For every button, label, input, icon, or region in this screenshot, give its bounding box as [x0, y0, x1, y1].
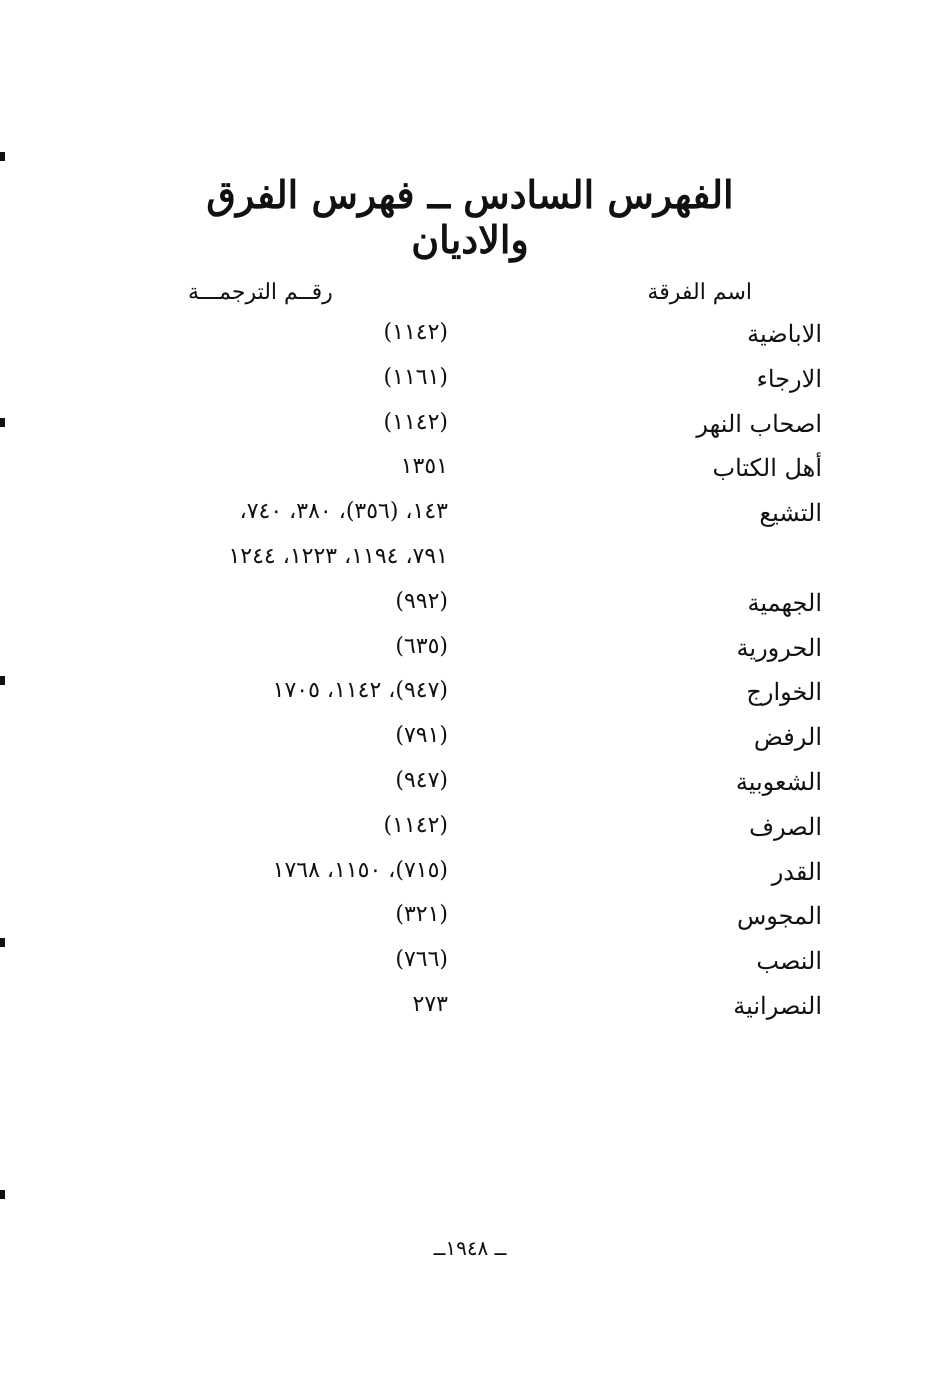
index-entry — [0, 544, 940, 588]
edge-mark — [0, 1190, 5, 1199]
entry-numbers: (٣٢١) — [395, 902, 448, 928]
entry-numbers: (١١٦١) — [383, 364, 448, 390]
edge-mark — [0, 152, 5, 161]
entry-numbers: ١٤٣، (٣٥٦)، ٣٨٠، ٧٤٠، — [239, 499, 448, 525]
sect-name: الرفض — [753, 723, 822, 752]
sect-name: التشيع — [759, 499, 822, 528]
entry-numbers: (٧٦٦) — [395, 947, 448, 973]
index-entry — [0, 320, 940, 364]
entry-numbers: (٩٤٧) — [395, 768, 448, 793]
sect-name: اصحاب النهر — [696, 409, 822, 438]
index-entry — [0, 768, 940, 812]
sect-name: أهل الكتاب — [712, 454, 822, 483]
sect-name: الارجاء — [756, 364, 822, 393]
sect-name: المجوس — [736, 902, 822, 931]
page-number: ــ ١٩٤٨ــ — [433, 1236, 507, 1260]
index-entry — [0, 589, 940, 633]
entry-numbers: ٢٧٣ — [412, 992, 448, 1017]
entry-numbers: (١١٤٢) — [383, 409, 448, 435]
index-entry — [0, 410, 940, 454]
index-entry — [0, 858, 940, 902]
sect-name: الشعوبية — [735, 768, 822, 796]
entry-numbers: ٧٩١، ١١٩٤، ١٢٢٣، ١٢٤٤ — [228, 544, 448, 569]
entry-numbers: (٩٤٧)، ١١٤٢، ١٧٠٥ — [272, 678, 448, 704]
index-entry — [0, 813, 940, 857]
sect-name: النصرانية — [733, 992, 822, 1020]
sect-name: النصب — [756, 947, 822, 976]
index-entry — [0, 365, 940, 409]
sect-name: الحرورية — [736, 633, 822, 662]
index-entry — [0, 634, 940, 678]
sect-name: القدر — [771, 857, 822, 886]
index-entry — [0, 992, 940, 1036]
entry-numbers: (١١٤٢) — [383, 812, 448, 838]
index-entry — [0, 678, 940, 722]
index-entry — [0, 902, 940, 946]
page-title: الفهرس السادس ــ فهرس الفرق والاديان — [206, 172, 734, 262]
entry-numbers: (٩٩٢) — [395, 588, 448, 614]
sect-name: الجهمية — [747, 588, 822, 617]
entry-numbers: (٧١٥)، ١١٥٠، ١٧٦٨ — [272, 857, 448, 883]
index-entry — [0, 499, 940, 543]
entry-numbers: (٦٣٥) — [395, 633, 448, 659]
index-entry — [0, 947, 940, 991]
sect-name: الاباضية — [747, 320, 822, 348]
index-entry — [0, 454, 940, 498]
index-entry — [0, 723, 940, 767]
column-header-entry-number: رقــم الترجمـــة — [188, 280, 333, 305]
column-header-sect-name: اسم الفرقة — [647, 280, 752, 305]
entry-numbers: (١١٤٢) — [383, 320, 448, 345]
entry-numbers: ١٣٥١ — [400, 454, 448, 480]
entry-numbers: (٧٩١) — [395, 723, 448, 749]
sect-name: الخوارج — [746, 678, 822, 707]
sect-name: الصرف — [749, 812, 822, 841]
